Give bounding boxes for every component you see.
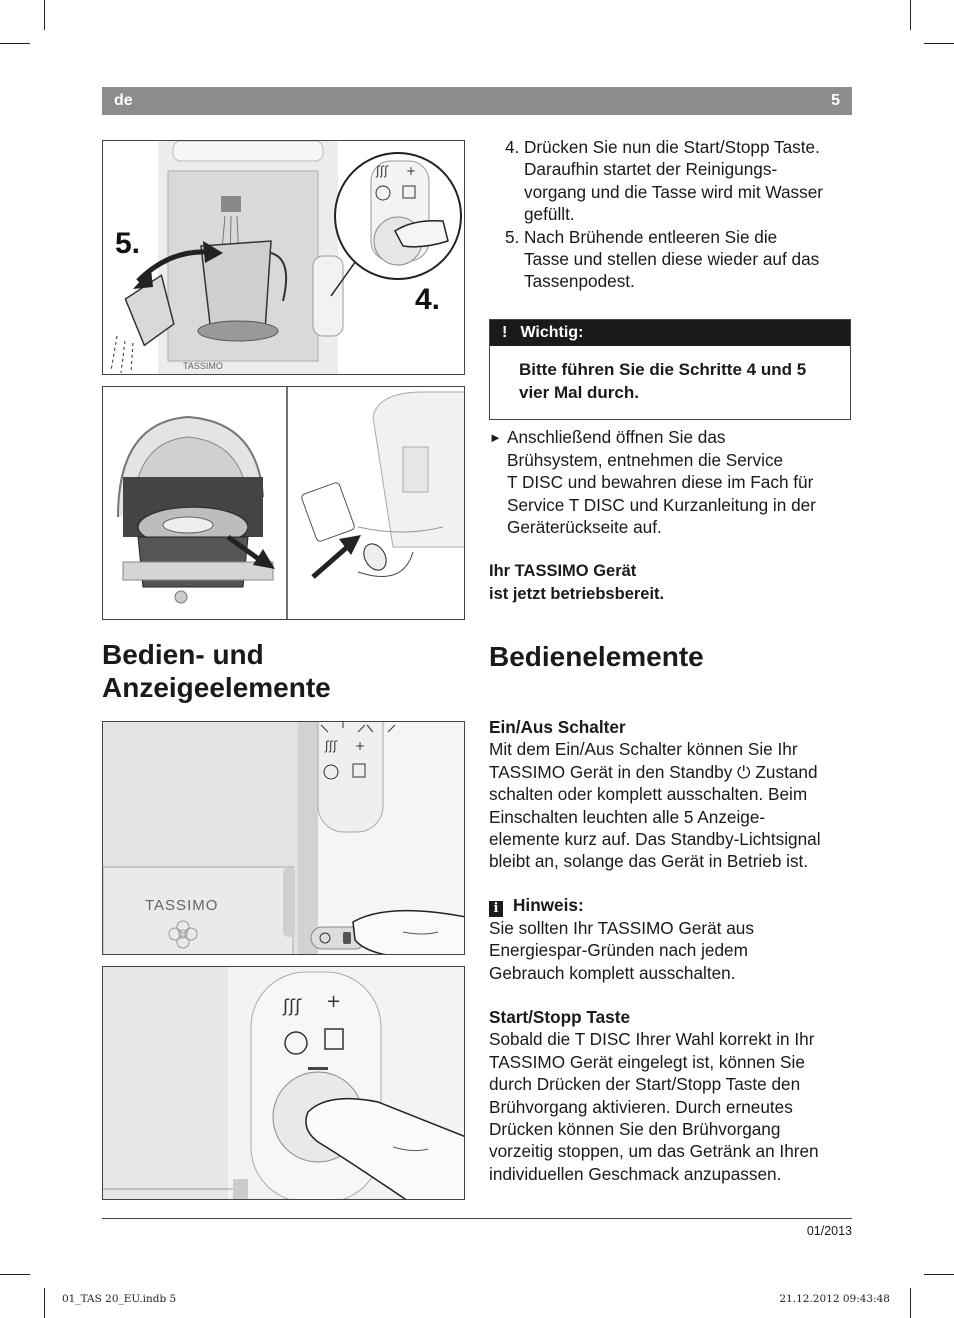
footer-rule <box>102 1218 852 1219</box>
figure-rinse-steps <box>102 140 465 375</box>
crop-mark <box>0 1274 30 1275</box>
exclamation-icon: ! <box>502 324 508 341</box>
step-number: 4. <box>505 137 520 157</box>
page-header <box>102 87 852 115</box>
hint-section: i Hinweis: Sie sollten Ihr TASSIMO Gerät aus Energiespar-Gründen nach jedem Gebrauch komplett ausschalten. <box>489 895 754 983</box>
page-number: 5 <box>831 92 840 109</box>
figure-open-brewer <box>102 386 465 620</box>
svg-text:+: + <box>355 739 366 753</box>
important-note-header <box>490 320 850 346</box>
startstop-section: Start/Stopp Taste Sobald die T DISC Ihrer Wahl korrekt in Ihr TASSIMO Gerät eingelegt ist, können Sie durch Drücken der Start/Stopp Taste den Brühvorgang aktivieren. Durch erneutes Drücken können Sie den Brühvorgang vorzeitig stoppen, um das Getränk an Ihren individuellen Geschmack anzupassen. <box>489 1006 854 1185</box>
important-note <box>489 319 851 420</box>
svg-text:ʃʃʃ: ʃʃʃ <box>376 164 389 178</box>
crop-mark <box>924 1274 954 1275</box>
ready-statement: Ihr TASSIMO Gerät ist jetzt betriebsbereit. <box>489 562 665 603</box>
svg-text:+: + <box>406 164 417 178</box>
rinse-steps-list <box>489 136 854 293</box>
instruction-bullet: ► Anschließend öffnen Sie das Brühsystem, entnehmen die Service T DISC und bewahren diese im Fach für Service T DISC und Kurzanleitung in der Geräterückseite auf. <box>489 427 816 537</box>
important-note-text: Bitte führen Sie die Schritte 4 und 5 vier Mal durch. <box>519 360 807 402</box>
svg-text:+: + <box>326 991 342 1012</box>
step-number: 5. <box>505 226 520 247</box>
svg-text:ʃʃʃ: ʃʃʃ <box>325 739 338 753</box>
right-section-heading: Bedienelemente <box>489 641 704 672</box>
brand-label: TASSIMO <box>183 361 223 371</box>
onoff-title: Ein/Aus Schalter <box>489 717 626 737</box>
step-item: 5. Nach Brühende entleeren Sie die Tasse und stellen diese wieder auf das Tassenpodest. <box>505 226 820 292</box>
brand-label: TASSIMO <box>145 897 219 914</box>
triangle-bullet-icon: ► <box>489 430 502 445</box>
crop-mark <box>910 0 911 30</box>
crop-mark <box>924 43 954 44</box>
language-code: de <box>114 92 133 109</box>
crop-mark <box>0 43 30 44</box>
important-note-title: Wichtig: <box>520 324 584 341</box>
footer-date: 01/2013 <box>806 1224 852 1238</box>
hint-title: Hinweis: <box>513 895 584 915</box>
figure-onoff-switch <box>102 721 465 955</box>
onoff-section: Ein/Aus Schalter Mit dem Ein/Aus Schalter können Sie Ihr TASSIMO Gerät in den Standby ⏻ Zustand schalten oder komplett ausschalten. Beim Einschalten leuchten alle 5 Anzeige- elemente kurz auf. Das Standby-Lichtsignal bleibt an, solange das Gerät in Betrieb ist. <box>489 716 854 873</box>
crop-mark <box>44 1288 45 1318</box>
step5-label: 5. <box>115 227 141 260</box>
svg-text:ʃʃʃ: ʃʃʃ <box>283 996 302 1017</box>
info-icon: i <box>489 901 503 917</box>
slug-right: 21.12.2012 09:43:48 <box>779 1293 890 1305</box>
left-section-heading: Bedien- und Anzeigeelemente <box>102 639 331 703</box>
startstop-title: Start/Stopp Taste <box>489 1007 631 1027</box>
slug-left: 01_TAS 20_EU.indb 5 <box>62 1293 177 1305</box>
crop-mark <box>44 0 45 30</box>
figure-startstop-button <box>102 966 465 1200</box>
step4-label: 4. <box>415 283 441 316</box>
step-item: 4. Drücken Sie nun die Start/Stopp Taste. Daraufhin startet der Reinigungs- vorgang und die Tasse wird mit Wasser gefüllt. <box>505 137 823 225</box>
crop-mark <box>910 1288 911 1318</box>
